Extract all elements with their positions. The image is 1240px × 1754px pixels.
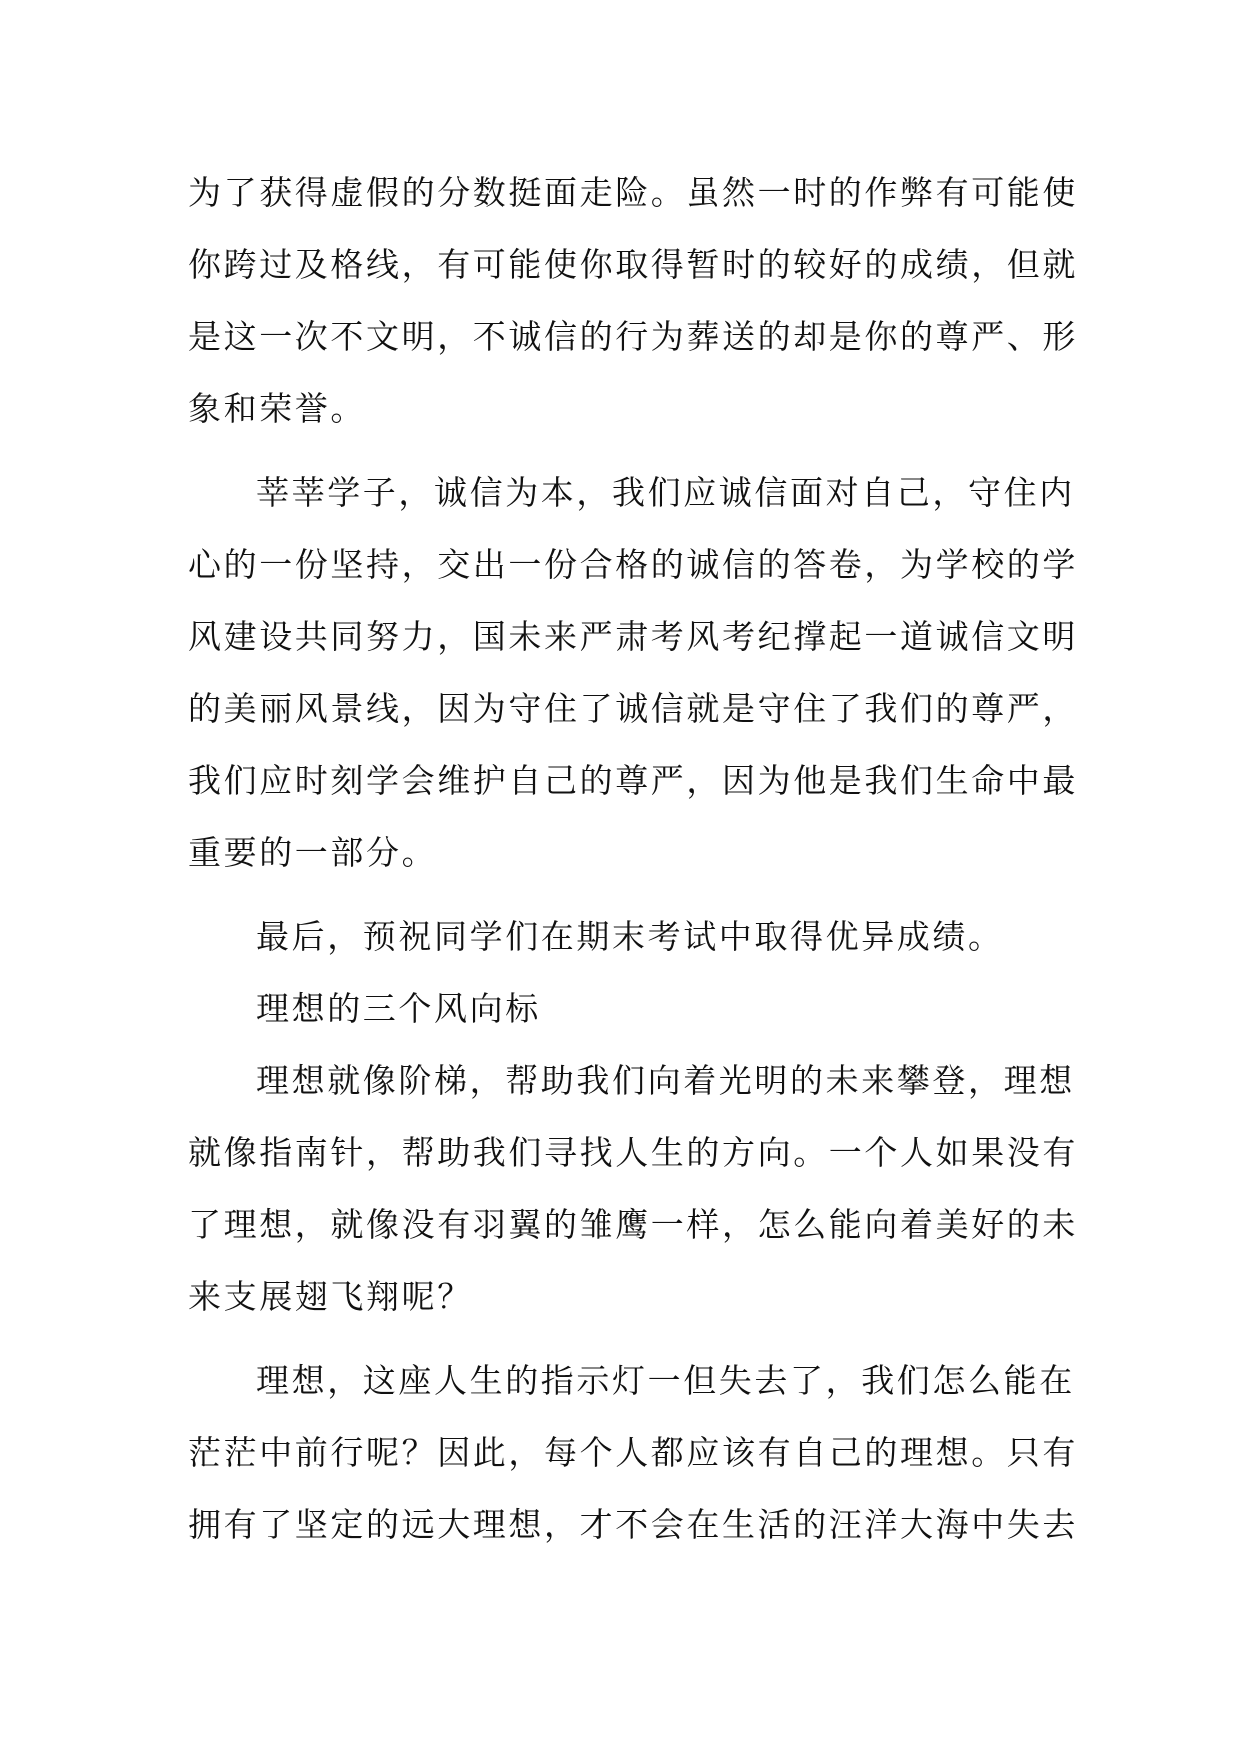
- text-line: 重要的一部分。: [188, 833, 438, 872]
- text-line: 茫茫中前行呢？因此，每个人都应该有自己的理想。只有: [188, 1433, 1078, 1472]
- text-line: 我们应时刻学会维护自己的尊严，因为他是我们生命中最: [188, 761, 1078, 800]
- text-line: 莘莘学子，诚信为本，我们应诚信面对自己，守住内: [256, 473, 1075, 512]
- text-line: 的美丽风景线，因为守住了诚信就是守住了我们的尊严，: [188, 689, 1078, 728]
- text-line: 理想就像阶梯，帮助我们向着光明的未来攀登，理想: [256, 1061, 1075, 1100]
- text-line: 就像指南针，帮助我们寻找人生的方向。一个人如果没有: [188, 1133, 1078, 1172]
- text-line: 是这一次不文明，不诚信的行为葬送的却是你的尊严、形: [188, 317, 1078, 356]
- text-line: 象和荣誉。: [188, 389, 366, 428]
- text-line: 了理想，就像没有羽翼的雏鹰一样，怎么能向着美好的未: [188, 1205, 1078, 1244]
- text-line: 拥有了坚定的远大理想，才不会在生活的汪洋大海中失去: [188, 1505, 1078, 1544]
- text-line: 风建设共同努力，国未来严肃考风考纪撑起一道诚信文明: [188, 617, 1078, 656]
- section-title: 理想的三个风向标: [256, 989, 541, 1028]
- text-line: 来支展翅飞翔呢？: [188, 1277, 473, 1316]
- text-line: 心的一份坚持，交出一份合格的诚信的答卷，为学校的学: [188, 545, 1078, 584]
- text-line: 你跨过及格线，有可能使你取得暂时的较好的成绩，但就: [188, 245, 1078, 284]
- text-line: 理想，这座人生的指示灯一但失去了，我们怎么能在: [256, 1361, 1075, 1400]
- text-line: 为了获得虚假的分数挺面走险。虽然一时的作弊有可能使: [188, 173, 1078, 212]
- text-line: 最后，预祝同学们在期末考试中取得优异成绩。: [256, 917, 1004, 956]
